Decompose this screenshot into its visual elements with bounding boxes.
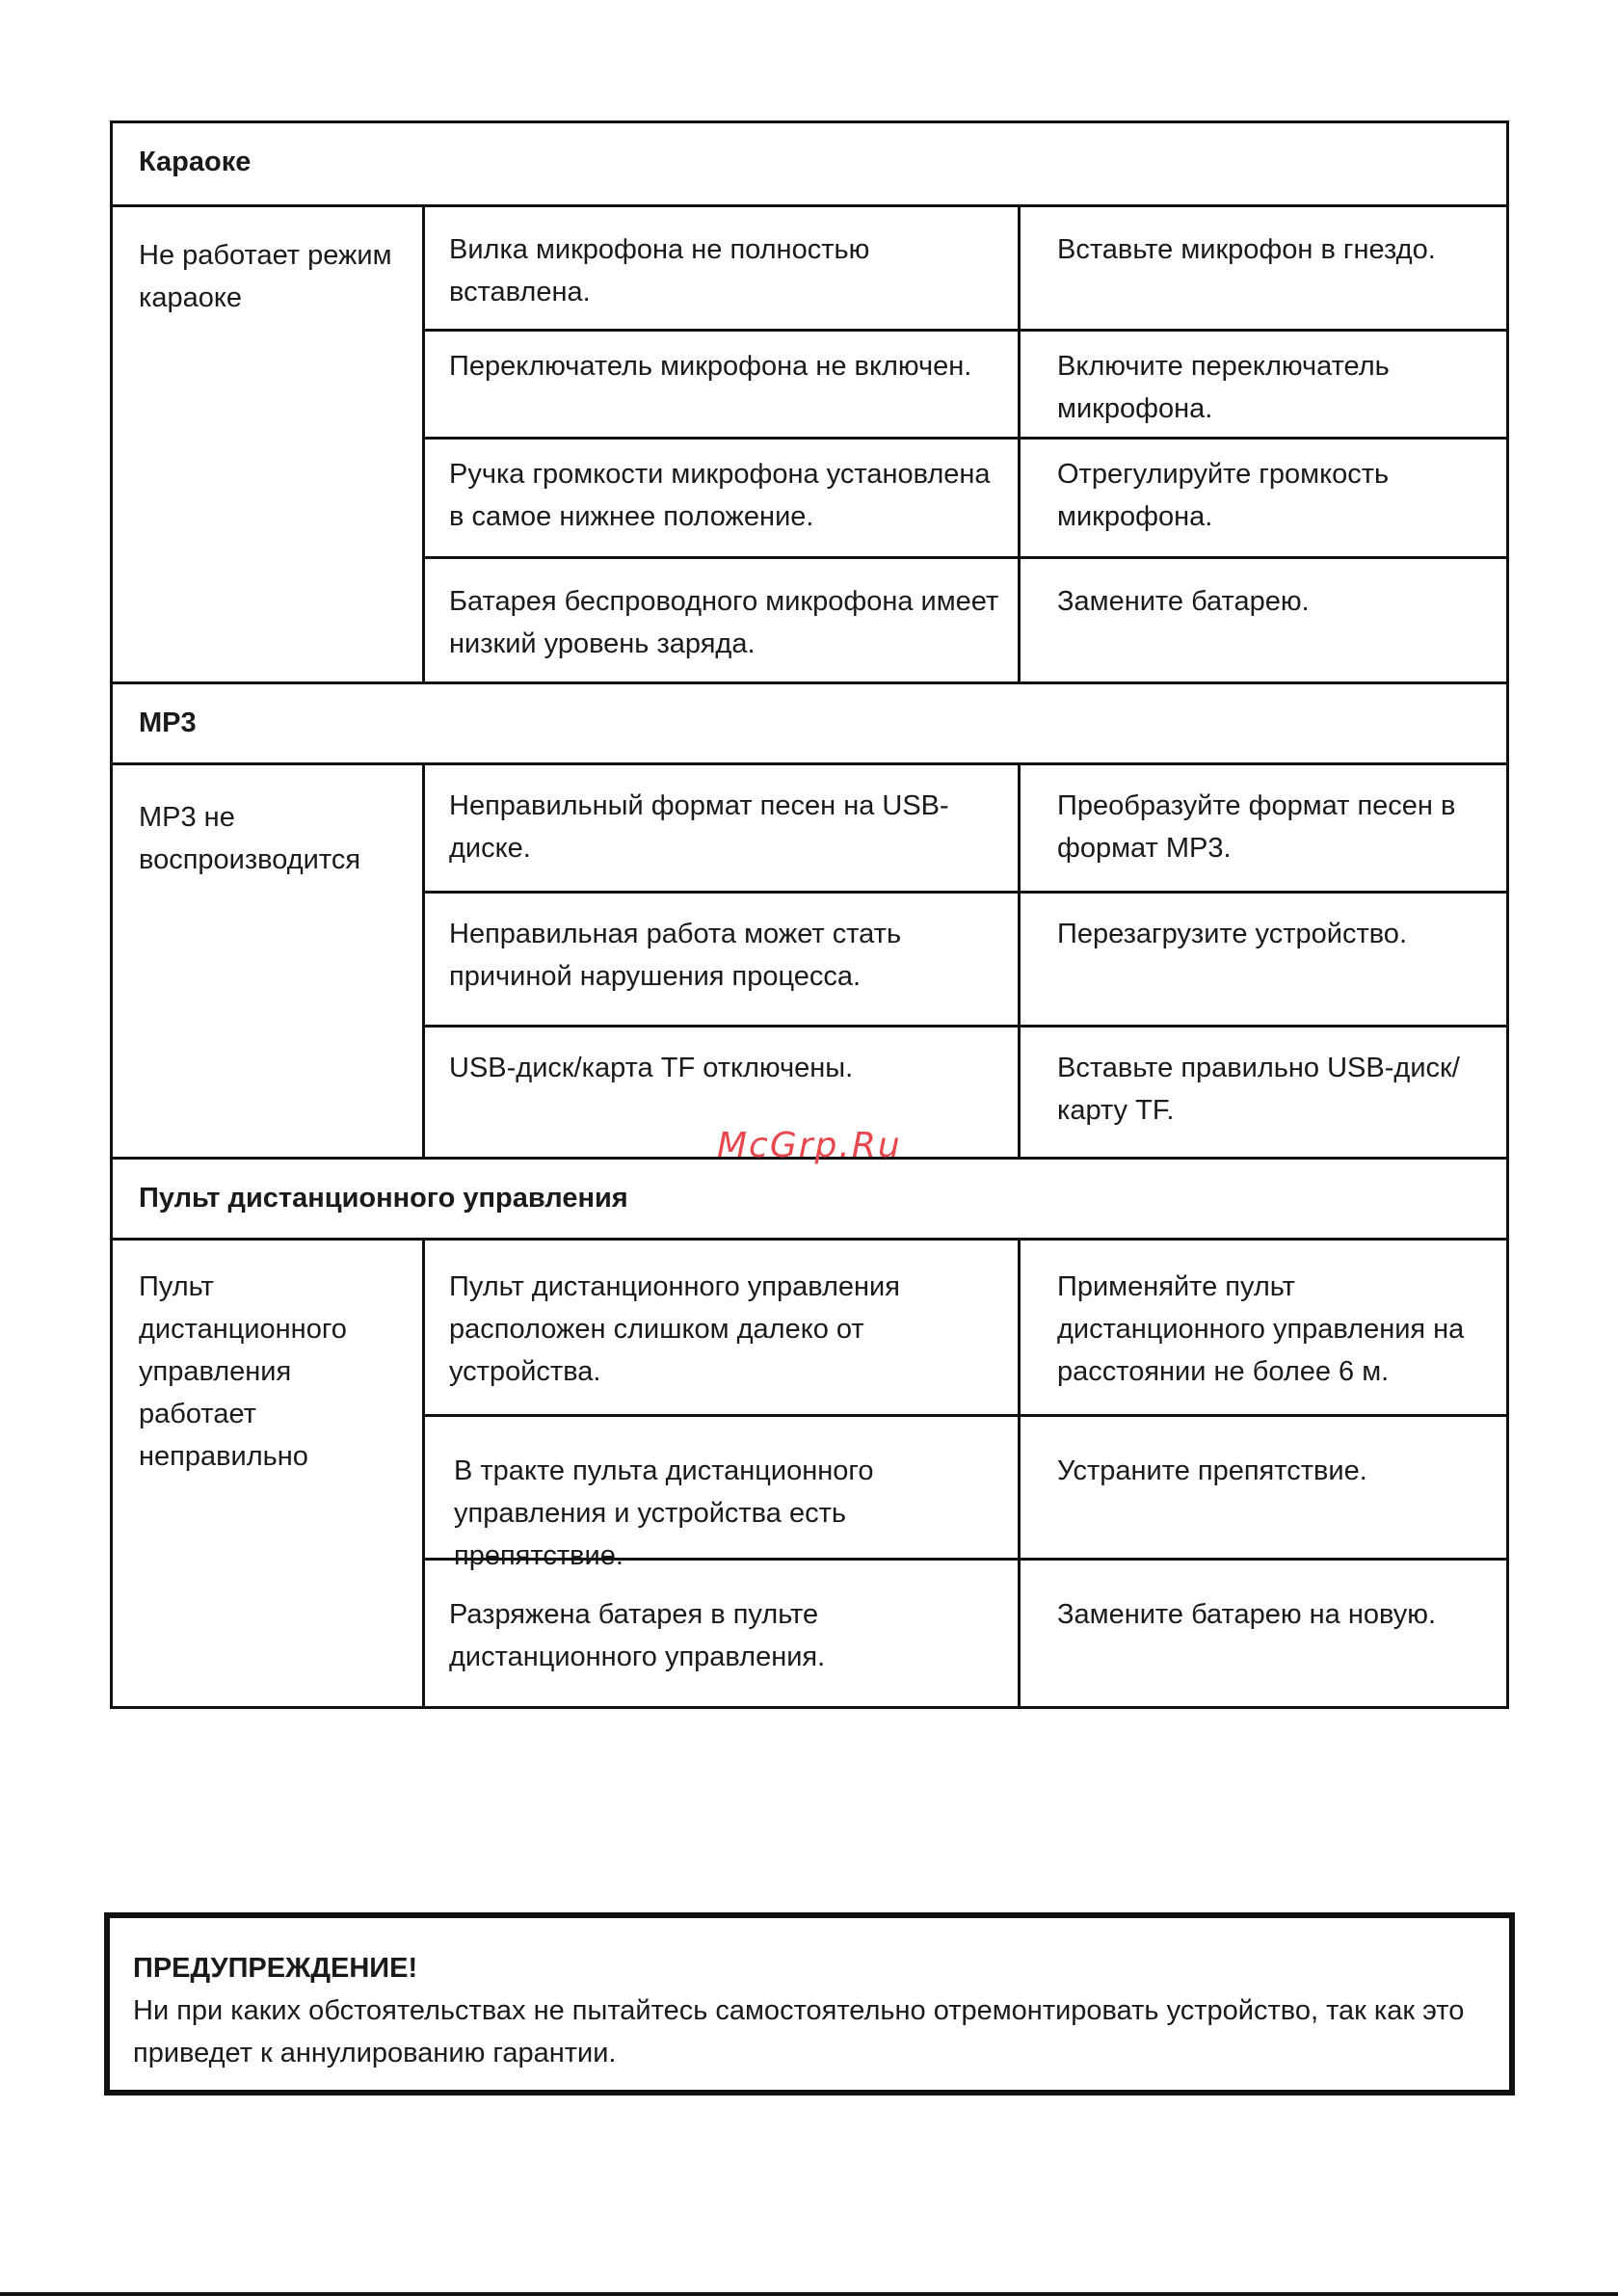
fix-cell: Устраните препятствие. — [1057, 1455, 1367, 1486]
table-row — [425, 1025, 1506, 1157]
table-row — [425, 765, 1506, 891]
warning-text: Ни при каких обстоятельствах не пытайтесь самостоятельно отремонтировать устройство, так как это приведет к аннулированию гарантии. — [133, 1995, 1465, 2069]
cause-cell: Разряжена батарея в пульте дистанционного управления. — [425, 1561, 1021, 1706]
cause-cell: Батарея беспроводного микрофона имеет низкий уровень заряда. — [425, 559, 1021, 681]
cause-cell: Неправильный формат песен на USB-диске. — [425, 765, 1021, 891]
symptom-cell: Не работает режим караоке — [113, 207, 425, 681]
section-body-karaoke — [113, 204, 1506, 681]
cause-cell: Вилка микрофона не полностью вставлена. — [425, 207, 1021, 329]
table-row — [425, 1414, 1506, 1571]
section-body-remote — [113, 1238, 1506, 1706]
cause-cell: Ручка громкости микрофона установлена в самое нижнее положение. — [425, 440, 1021, 556]
table-row — [425, 1558, 1506, 1706]
troubleshooting-table — [110, 120, 1509, 1709]
fix-cell: Перезагрузите устройство. — [1057, 919, 1407, 949]
fix-cell: Преобразуйте формат песен в формат MP3. — [1057, 790, 1456, 864]
section-body-mp3 — [113, 762, 1506, 1157]
table-row — [425, 437, 1506, 556]
cause-cell: Неправильная работа может стать причиной нарушения процесса. — [425, 894, 1021, 1025]
fix-cell: Вставьте микрофон в гнездо. — [1057, 234, 1436, 265]
fix-cell: Замените батарею на новую. — [1057, 1599, 1437, 1630]
table-row — [425, 329, 1506, 437]
warning-box — [104, 1912, 1515, 2096]
fix-cell: Применяйте пульт дистанционного управления на расстоянии не более 6 м. — [1057, 1271, 1465, 1387]
fix-cell: Замените батарею. — [1057, 586, 1310, 617]
section-header-karaoke: Караоке — [139, 147, 252, 177]
table-row — [425, 891, 1506, 1025]
fix-cell: Включите переключатель микрофона. — [1057, 351, 1390, 424]
fix-cell: Отрегулируйте громкость микрофона. — [1057, 459, 1390, 532]
table-row — [425, 556, 1506, 681]
bottom-rule — [0, 2292, 1618, 2296]
table-row — [425, 207, 1506, 329]
section-header-remote: Пульт дистанционного управления — [113, 1157, 1506, 1238]
cause-cell: Пульт дистанционного управления расположен слишком далеко от устройства. — [425, 1241, 1021, 1414]
fix-cell: Вставьте правильно USB-диск/ карту TF. — [1057, 1053, 1460, 1126]
cause-cell: Переключатель микрофона не включен. — [425, 332, 1021, 437]
cause-cell: USB-диск/карта TF отключены. — [425, 1028, 1021, 1157]
symptom-cell: MP3 не воспроизводится — [113, 765, 425, 1157]
section-header-mp3: MP3 — [113, 681, 1506, 762]
table-row — [425, 1241, 1506, 1414]
watermark-text: McGrp.Ru — [717, 1126, 902, 1165]
cause-cell: В тракте пульта дистанционного управления и устройства есть препятствие. — [425, 1417, 1021, 1558]
symptom-cell: Пульт дистанционного управления работает неправильно — [113, 1241, 425, 1706]
warning-title: ПРЕДУПРЕЖДЕНИЕ! — [133, 1953, 418, 1984]
